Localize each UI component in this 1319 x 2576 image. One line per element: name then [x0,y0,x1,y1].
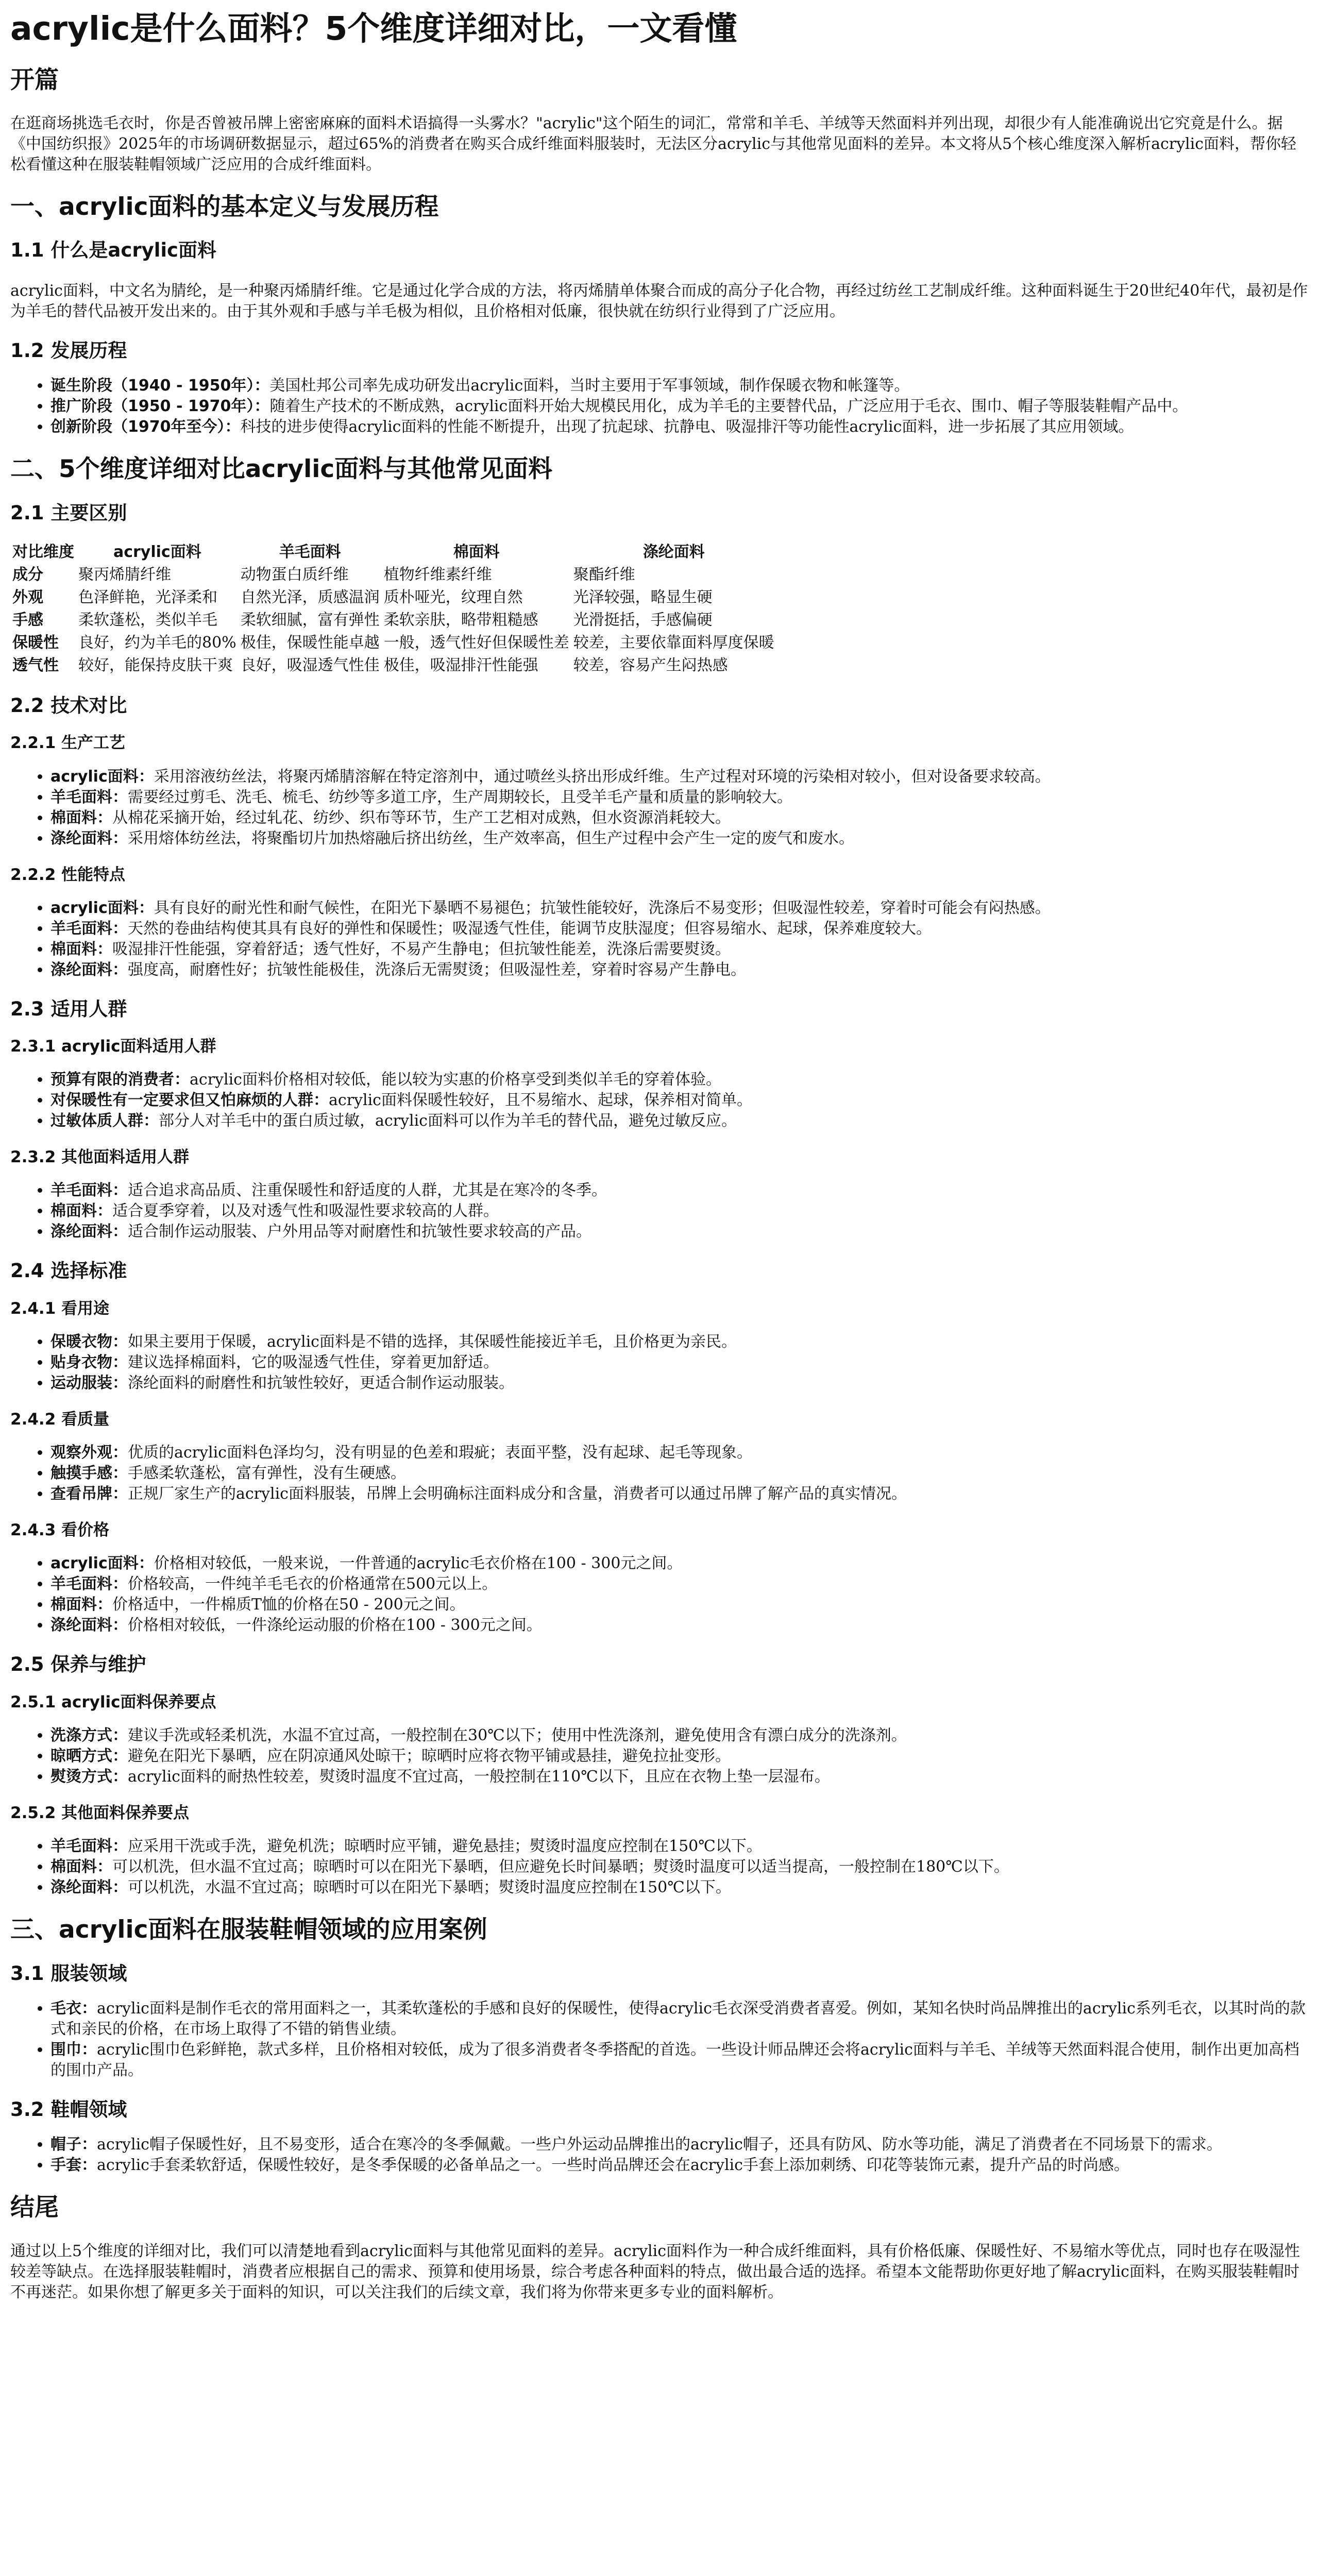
list-item [50,1767,1309,1787]
section2-3-2-heading: 2.3.2 其他面料适用人群 [10,1148,190,1167]
list-item-text: 随着生产技术的不断成熟，acrylic面料开始大规模民用化，成为羊毛的主要替代品，广泛应用于毛衣、围巾、帽子等服装鞋帽产品中。 [269,397,1188,416]
production-list [10,767,1309,849]
list-item [50,1463,1309,1484]
list-item [50,1877,1309,1898]
list-item-label: 羊毛面料： [50,1575,128,1594]
list-item-text: 建议选择棉面料，它的吸湿透气性佳，穿着更加舒适。 [128,1353,499,1372]
list-item [50,1615,1309,1636]
table-cell: 良好，吸湿透气性佳 [240,656,380,674]
table-row [10,586,776,609]
section2-1-heading: 2.1 主要区别 [10,501,127,524]
list-item-text: 价格相对较低，一般来说，一件普通的acrylic毛衣价格在100 - 300元之间。 [154,1554,683,1573]
list-item-label: 羊毛面料： [50,1181,128,1200]
list-item [50,1070,1309,1090]
list-item [50,1090,1309,1111]
table-cell: 柔软亲肤，略带粗糙感 [383,611,538,629]
list-item-label: 过敏体质人群： [50,1112,159,1130]
list-item-text: acrylic围巾色彩鲜艳，款式多样，且价格相对较低，成为了很多消费者冬季搭配的首选。一些设计师品牌还会将acrylic面料与羊毛、羊绒等天然面料混合使用，制作出更加高档的围巾产品。 [50,2040,1299,2079]
list-item-label: 涤纶面料： [50,1878,128,1897]
section2-2-heading: 2.2 技术对比 [10,694,127,717]
list-item-text: 适合夏季穿着，以及对透气性和吸湿性要求较高的人群。 [112,1202,499,1221]
list-item [50,898,1309,919]
list-item-text: acrylic面料保暖性较好，且不易缩水、起球，保养相对简单。 [329,1091,752,1110]
table-header-row [10,541,776,564]
usage-list [10,1332,1309,1394]
list-item-label: 诞生阶段（1940 - 1950年）： [50,377,270,395]
list-item-label: 晾晒方式： [50,1747,128,1765]
list-item-label: 对保暖性有一定要求但又怕麻烦的人群： [50,1091,329,1110]
list-item-text: 应采用干洗或手洗，避免机洗；晾晒时应平铺，避免悬挂；熨烫时温度应控制在150℃以下。 [128,1837,762,1856]
section2-2-2-heading: 2.2.2 性能特点 [10,865,126,884]
list-item [50,396,1309,417]
list-item [50,2155,1309,2176]
table-cell: 动物蛋白质纤维 [240,565,349,584]
list-item-text: 采用溶液纺丝法，将聚丙烯腈溶解在特定溶剂中，通过喷丝头挤出形成纤维。生产过程对环境的污染相对较小，但对设备要求较高。 [154,767,1051,786]
section2-5-1-heading: 2.5.1 acrylic面料保养要点 [10,1692,216,1711]
table-cell: 光滑挺括，手感偏硬 [573,611,713,629]
list-item-text: acrylic面料是制作毛衣的常用面料之一，其柔软蓬松的手感和良好的保暖性，使得acrylic毛衣深受消费者喜爱。例如，某知名快时尚品牌推出的acrylic系列毛衣，以其时尚的款式和亲民的价格，在市场上取得了不错的销售业绩。 [50,1999,1306,2038]
list-item-label: 保暖衣物： [50,1333,128,1351]
list-item-text: acrylic面料的耐热性较差，熨烫时温度不宜过高，一般控制在110℃以下，且应在衣物上垫一层湿布。 [128,1768,830,1786]
list-item-text: acrylic帽子保暖性好，且不易变形，适合在寒冷的冬季佩戴。一些户外运动品牌推出的acrylic帽子，还具有防风、防水等功能，满足了消费者在不同场景下的需求。 [97,2136,1222,2154]
list-item-label: 运动服装： [50,1374,128,1393]
list-item-text: 价格适中，一件棉质T恤的价格在50 - 200元之间。 [112,1596,465,1614]
table-row [10,564,776,586]
list-item-label: 推广阶段（1950 - 1970年）： [50,397,270,416]
list-item-label: 羊毛面料： [50,1837,128,1856]
section1-heading: 一、acrylic面料的基本定义与发展历程 [10,192,439,221]
list-item-text: 价格较高，一件纯羊毛毛衣的价格通常在500元以上。 [128,1575,498,1594]
table-cell: 柔软细腻，富有弹性 [240,611,380,629]
list-item-label: acrylic面料： [50,899,154,917]
table-cell: 柔软蓬松，类似羊毛 [78,611,217,629]
list-item [50,1180,1309,1201]
list-item-label: 棉面料： [50,1858,112,1876]
conclusion-paragraph: 通过以上5个维度的详细对比，我们可以清楚地看到acrylic面料与其他常见面料的差异。acrylic面料作为一种合成纤维面料，具有价格低廉、保暖性好、不易缩水等优点，同时也存在吸湿性较差等缺点。在选择服装鞋帽时，消费者应根据自己的需求、预算和使用场景，综合考虑各种面料的特点，做出最合适的选择。希望本文能帮助你更好地了解acrylic面料，在购买服装鞋帽时不再迷茫。如果你想了解更多关于面料的知识，可以关注我们的后续文章，我们将为你带来更多专业的面料解析。 [10,2242,1300,2301]
list-item-label: 创新阶段（1970年至今）： [50,418,241,436]
list-item-text: 避免在阳光下暴晒，应在阴凉通风处晾干；晾晒时应将衣物平铺或悬挂，避免拉扯变形。 [128,1747,731,1765]
list-item [50,1553,1309,1574]
list-item-label: 涤纶面料： [50,1616,128,1635]
list-item [50,1746,1309,1767]
list-item-text: 适合制作运动服装、户外用品等对耐磨性和抗皱性要求较高的产品。 [128,1223,591,1241]
section2-2-1-heading: 2.2.1 生产工艺 [10,734,126,753]
list-item [50,1111,1309,1131]
other-users-list [10,1180,1309,1242]
list-item-text: 从棉花采摘开始，经过轧花、纺纱、织布等环节，生产工艺相对成熟，但水资源消耗较大。 [112,808,731,827]
apparel-cases-list [10,1998,1309,2081]
list-item-text: 采用熔体纺丝法，将聚酯切片加热熔融后挤出纺丝，生产效率高，但生产过程中会产生一定的废气和废水。 [128,829,854,848]
list-item-text: 正规厂家生产的acrylic面料服装，吊牌上会明确标注面料成分和含量，消费者可以通过吊牌了解产品的真实情况。 [128,1485,907,1503]
table-row-header: 外观 [12,588,43,606]
list-item-text: 可以机洗，水温不宜过高；晾晒时可以在阳光下暴晒；熨烫时温度应控制在150℃以下。 [128,1878,731,1897]
list-item-label: acrylic面料： [50,767,154,786]
list-item [50,1373,1309,1394]
list-item-text: 可以机洗，但水温不宜过高；晾晒时可以在阳光下暴晒，但应避免长时间暴晒；熨烫时温度可以适当提高，一般控制在180℃以下。 [112,1858,1009,1876]
list-item-text: 具有良好的耐光性和耐气候性，在阳光下暴晒不易褪色；抗皱性能较好，洗涤后不易变形；但吸湿性较差，穿着时可能会有闷热感。 [154,899,1051,917]
list-item [50,1352,1309,1373]
table-header-cell: 对比维度 [12,543,74,561]
list-item-label: 棉面料： [50,940,112,958]
list-item-label: 涤纶面料： [50,1223,128,1241]
table-cell: 较好，能保持皮肤干爽 [78,656,233,674]
section2-4-2-heading: 2.4.2 看质量 [10,1410,110,1429]
list-item [50,808,1309,828]
section2-5-2-heading: 2.5.2 其他面料保养要点 [10,1804,190,1822]
list-item-label: 毛衣： [50,1999,97,2018]
table-cell: 植物纤维素纤维 [383,565,492,584]
list-item [50,417,1309,437]
list-item [50,2040,1309,2081]
list-item [50,939,1309,960]
list-item-text: 吸湿排汗性能强，穿着舒适；透气性好，不易产生静电；但抗皱性能差，洗涤后需要熨烫。 [112,940,731,958]
table-row-header: 透气性 [12,656,59,674]
list-item-text: 强度高，耐磨性好；抗皱性能极佳，洗涤后无需熨烫；但吸湿性差，穿着时容易产生静电。 [128,960,746,979]
table-header-cell: acrylic面料 [113,543,201,561]
table-cell: 光泽较强，略显生硬 [573,588,713,606]
section1-1-paragraph: acrylic面料，中文名为腈纶，是一种聚丙烯腈纤维。它是通过化学合成的方法，将丙烯腈单体聚合而成的高分子化合物，再经过纺丝工艺制成纤维。这种面料诞生于20世纪40年代，最初是作为羊毛的替代品被开发出来的。由于其外观和手感与羊毛极为相似，且价格相对低廉，很快就在纺织行业得到了广泛应用。 [10,281,1308,320]
list-item-label: 触摸手感： [50,1464,128,1483]
table-cell: 良好，约为羊毛的80% [78,633,236,652]
list-item [50,376,1309,396]
table-cell: 极佳，吸湿排汗性能强 [383,656,538,674]
list-item-text: 部分人对羊毛中的蛋白质过敏，acrylic面料可以作为羊毛的替代品，避免过敏反应。 [159,1112,737,1130]
section2-5-heading: 2.5 保养与维护 [10,1653,146,1676]
list-item-label: 羊毛面料： [50,919,128,938]
list-item-label: acrylic面料： [50,1554,154,1573]
list-item-label: 涤纶面料： [50,960,128,979]
list-item [50,1201,1309,1222]
table-cell: 聚丙烯腈纤维 [78,565,171,584]
list-item-text: 适合追求高品质、注重保暖性和舒适度的人群，尤其是在寒冷的冬季。 [128,1181,607,1200]
list-item [50,1574,1309,1595]
conclusion-heading: 结尾 [10,2193,59,2222]
acrylic-care-list [10,1725,1309,1787]
table-cell: 自然光泽，质感温润 [240,588,380,606]
table-cell: 较差，容易产生闷热感 [573,656,728,674]
list-item-label: 棉面料： [50,808,112,827]
table-row [10,654,776,677]
table-row-header: 手感 [12,611,43,629]
list-item-label: 熨烫方式： [50,1768,128,1786]
list-item [50,1595,1309,1615]
table-cell: 色泽鲜艳，光泽柔和 [78,588,217,606]
price-list [10,1553,1309,1636]
list-item [50,1836,1309,1857]
list-item [50,1443,1309,1463]
list-item [50,1857,1309,1877]
list-item [50,1484,1309,1504]
list-item [50,960,1309,980]
list-item-label: 围巾： [50,2040,97,2059]
section1-1-heading: 1.1 什么是acrylic面料 [10,239,216,262]
table-row-header: 成分 [12,565,43,584]
article-title: acrylic是什么面料？5个维度详细对比，一文看懂 [10,10,737,47]
section3-heading: 三、acrylic面料在服装鞋帽领域的应用案例 [10,1916,487,1944]
list-item [50,828,1309,849]
list-item-label: 洗涤方式： [50,1726,128,1744]
list-item-label: 预算有限的消费者： [50,1071,190,1089]
list-item [50,787,1309,808]
section3-1-heading: 3.1 服装领域 [10,1962,127,1985]
quality-list [10,1443,1309,1504]
table-cell: 极佳，保暖性能卓越 [240,633,380,652]
list-item-text: 手感柔软蓬松，富有弹性，没有生硬感。 [128,1464,406,1483]
list-item-text: 优质的acrylic面料色泽均匀，没有明显的色差和瑕疵；表面平整，没有起球、起毛等现象。 [128,1444,752,1462]
list-item-text: acrylic面料价格相对较低，能以较为实惠的价格享受到类似羊毛的穿着体验。 [190,1071,721,1089]
performance-list [10,898,1309,980]
section2-4-3-heading: 2.4.3 看价格 [10,1521,110,1540]
table-cell: 质朴哑光，纹理自然 [383,588,523,606]
list-item-text: 价格相对较低，一件涤纶运动服的价格在100 - 300元之间。 [128,1616,542,1635]
list-item-text: 美国杜邦公司率先成功研发出acrylic面料，当时主要用于军事领域，制作保暖衣物和帐篷等。 [269,377,910,395]
list-item-text: acrylic手套柔软舒适，保暖性较好，是冬季保暖的必备单品之一。一些时尚品牌还会在acrylic手套上添加刺绣、印花等装饰元素，提升产品的时尚感。 [97,2156,1129,2175]
other-care-list [10,1836,1309,1898]
section2-3-1-heading: 2.3.1 acrylic面料适用人群 [10,1037,216,1056]
list-item [50,1222,1309,1242]
table-cell: 较差，主要依靠面料厚度保暖 [573,633,774,652]
section2-4-1-heading: 2.4.1 看用途 [10,1299,110,1318]
section2-heading: 二、5个维度详细对比acrylic面料与其他常见面料 [10,455,553,484]
table-header-cell: 羊毛面料 [279,543,341,561]
table-header-cell: 棉面料 [453,543,500,561]
list-item-label: 羊毛面料： [50,788,128,806]
history-list [10,376,1309,437]
list-item-text: 建议手洗或轻柔机洗，水温不宜过高，一般控制在30℃以下；使用中性洗涤剂，避免使用含有漂白成分的洗涤剂。 [128,1726,907,1744]
section2-3-heading: 2.3 适用人群 [10,997,127,1020]
list-item [50,919,1309,939]
footwear-hats-cases-list [10,2134,1309,2176]
list-item-label: 棉面料： [50,1596,112,1614]
list-item [50,1332,1309,1352]
list-item [50,1998,1309,2040]
table-row [10,609,776,632]
table-header-cell: 涤纶面料 [642,543,705,561]
section1-2-heading: 1.2 发展历程 [10,339,127,362]
list-item-text: 涤纶面料的耐磨性和抗皱性较好，更适合制作运动服装。 [128,1374,514,1393]
list-item-label: 手套： [50,2156,97,2175]
intro-heading: 开篇 [10,65,59,94]
intro-paragraph: 在逛商场挑选毛衣时，你是否曾被吊牌上密密麻麻的面料术语搞得一头雾水？"acrylic"这个陌生的词汇，常常和羊毛、羊绒等天然面料并列出现，却很少有人能准确说出它究竟是什么。据《中国纺织报》2025年的市场调研数据显示，超过65%的消费者在购买合成纤维面料服装时，无法区分acrylic与其他常见面料的差异。本文将从5个核心维度深入解析acrylic面料，帮你轻松看懂这种在服装鞋帽领域广泛应用的合成纤维面料。 [10,114,1297,174]
table-cell: 一般，透气性好但保暖性差 [383,633,569,652]
list-item-label: 棉面料： [50,1202,112,1221]
list-item-text: 天然的卷曲结构使其具有良好的弹性和保暖性；吸湿透气性佳，能调节皮肤湿度；但容易缩水、起球，保养难度较大。 [128,919,932,938]
section2-4-heading: 2.4 选择标准 [10,1260,127,1282]
comparison-table [10,541,776,677]
list-item-text: 科技的进步使得acrylic面料的性能不断提升，出现了抗起球、抗静电、吸湿排汗等功能性acrylic面料，进一步拓展了其应用领域。 [240,418,1134,436]
list-item-label: 查看吊牌： [50,1485,128,1503]
list-item [50,1725,1309,1746]
section3-2-heading: 3.2 鞋帽领域 [10,2098,127,2121]
list-item-text: 需要经过剪毛、洗毛、梳毛、纺纱等多道工序，生产周期较长，且受羊毛产量和质量的影响较大。 [128,788,792,806]
list-item-label: 观察外观： [50,1444,128,1462]
table-row [10,632,776,654]
list-item-label: 贴身衣物： [50,1353,128,1372]
list-item-text: 如果主要用于保暖，acrylic面料是不错的选择，其保暖性能接近羊毛，且价格更为亲民。 [128,1333,737,1351]
list-item [50,767,1309,787]
list-item-label: 涤纶面料： [50,829,128,848]
acrylic-users-list [10,1070,1309,1131]
list-item-label: 帽子： [50,2136,97,2154]
table-cell: 聚酯纤维 [573,565,635,584]
table-row-header: 保暖性 [12,633,59,652]
list-item [50,2134,1309,2155]
